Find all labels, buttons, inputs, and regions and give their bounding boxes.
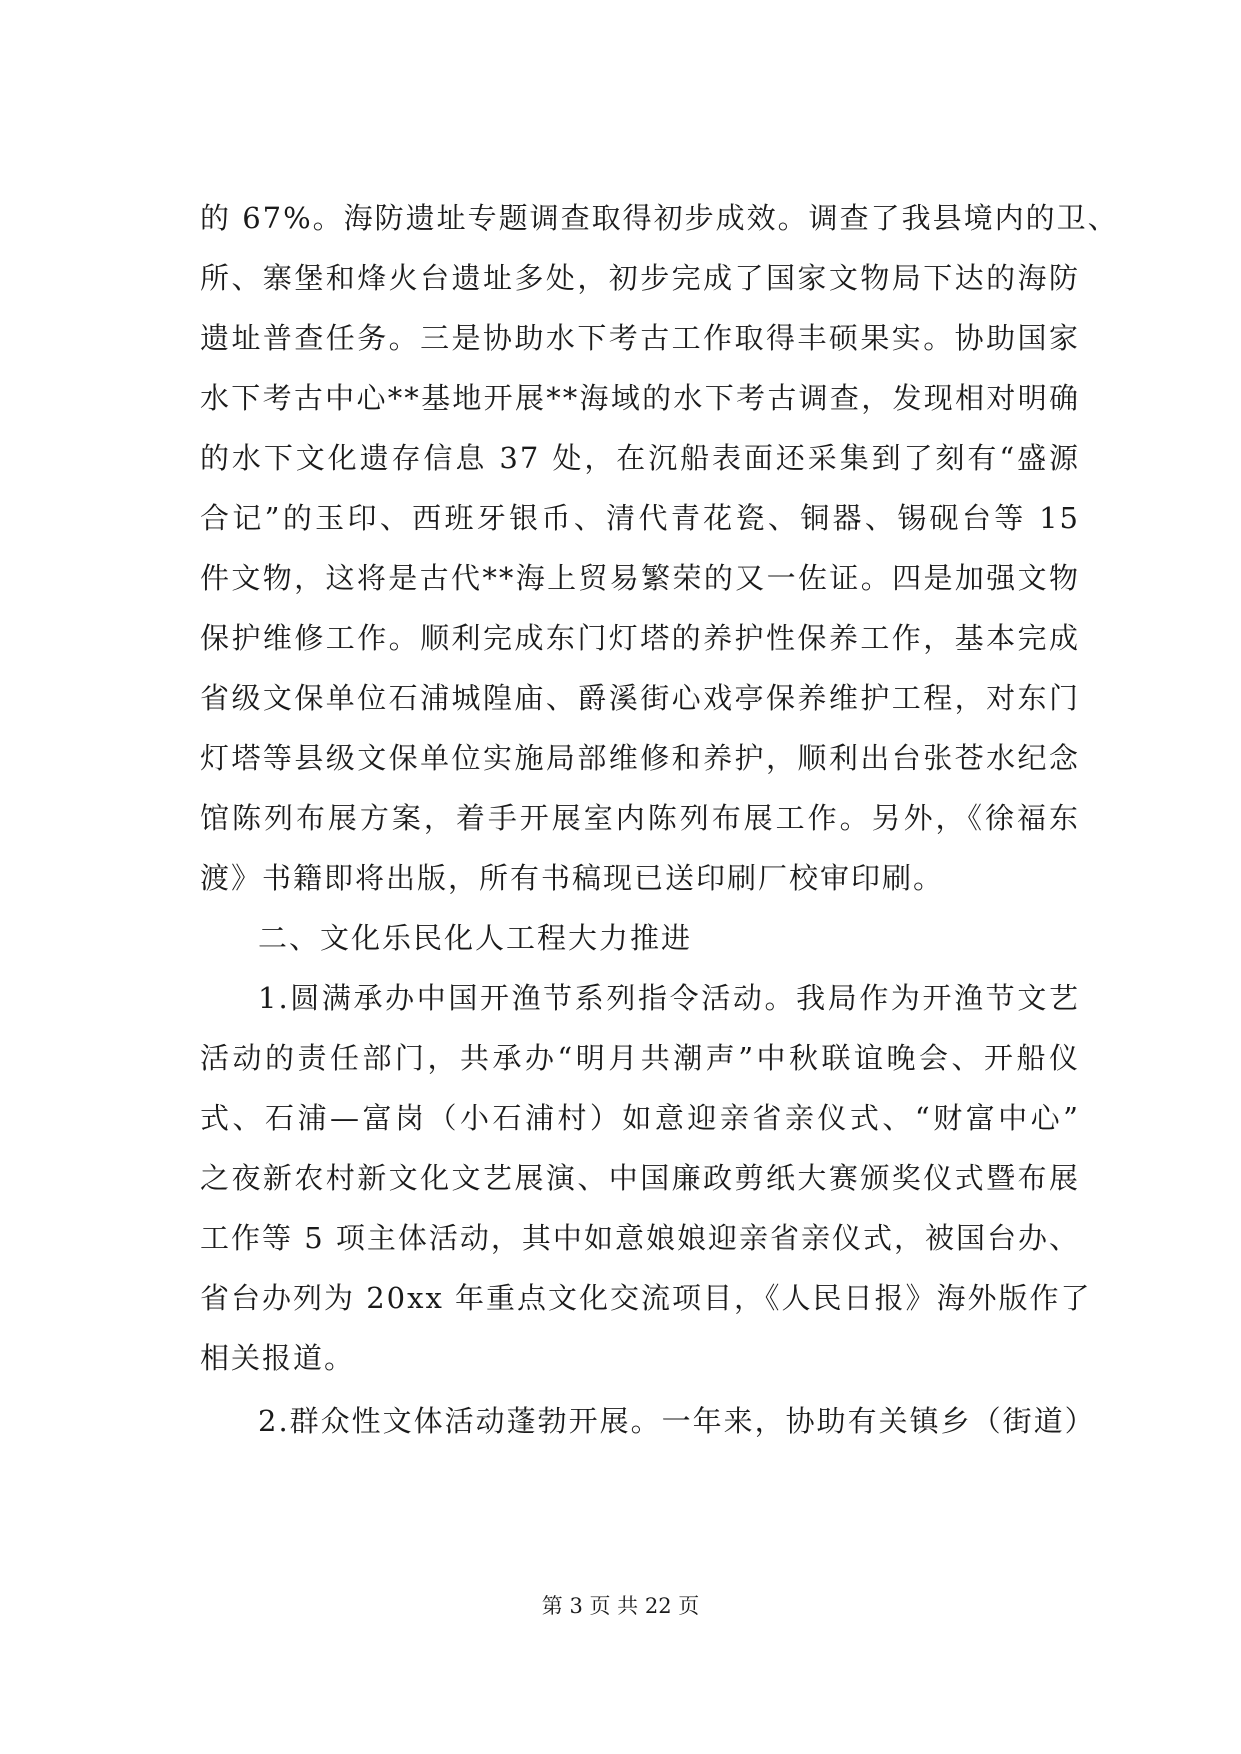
paragraph-line: 所、寨堡和烽火台遗址多处，初步完成了国家文物局下达的海防 [200, 261, 1080, 295]
paragraph-line: 水下考古中心**基地开展**海域的水下考古调查，发现相对明确 [200, 381, 1080, 415]
paragraph-last-line: 渡》书籍即将出版，所有书稿现已送印刷厂校审印刷。 [200, 861, 945, 895]
paragraph-line: 件文物，这将是古代**海上贸易繁荣的又一佐证。四是加强文物 [200, 561, 1080, 595]
paragraph-line: 的水下文化遗存信息 37 处，在沉船表面还采集到了刻有“盛源 [200, 441, 1080, 475]
paragraph-line: 馆陈列布展方案，着手开展室内陈列布展工作。另外，《徐福东 [200, 801, 1080, 835]
paragraph-line: 保护维修工作。顺利完成东门灯塔的养护性保养工作，基本完成 [200, 621, 1080, 655]
paragraph-line: 的 67%。海防遗址专题调查取得初步成效。调查了我县境内的卫、 [200, 201, 1119, 235]
page-number-footer: 第 3 页 共 22 页 [541, 1594, 700, 1618]
section-heading: 二、文化乐民化人工程大力推进 [258, 921, 693, 955]
paragraph-first-line: 2.群众性文体活动蓬勃开展。一年来，协助有关镇乡（街道） [258, 1404, 1096, 1438]
paragraph-last-line: 相关报道。 [200, 1341, 356, 1375]
paragraph-line: 工作等 5 项主体活动，其中如意娘娘迎亲省亲仪式，被国台办、 [200, 1221, 1080, 1255]
paragraph-line: 遗址普查任务。三是协助水下考古工作取得丰硕果实。协助国家 [200, 321, 1080, 355]
paragraph-line: 省级文保单位石浦城隍庙、爵溪街心戏亭保养维护工程，对东门 [200, 681, 1080, 715]
paragraph-line: 省台办列为 20xx 年重点文化交流项目，《人民日报》海外版作了 [200, 1281, 1092, 1315]
paragraph-first-line: 1.圆满承办中国开渔节系列指令活动。我局作为开渔节文艺 [258, 981, 1080, 1015]
document-body [200, 188, 1119, 1451]
paragraph-line: 式、石浦—富岗（小石浦村）如意迎亲省亲仪式、“财富中心” [200, 1101, 1080, 1135]
paragraph-line: 之夜新农村新文化文艺展演、中国廉政剪纸大赛颁奖仪式暨布展 [200, 1161, 1080, 1195]
paragraph-line: 合记”的玉印、西班牙银币、清代青花瓷、铜器、锡砚台等 15 [200, 501, 1080, 535]
paragraph-line: 灯塔等县级文保单位实施局部维修和养护，顺利出台张苍水纪念 [200, 741, 1080, 775]
paragraph-line: 活动的责任部门，共承办“明月共潮声”中秋联谊晚会、开船仪 [200, 1041, 1080, 1075]
